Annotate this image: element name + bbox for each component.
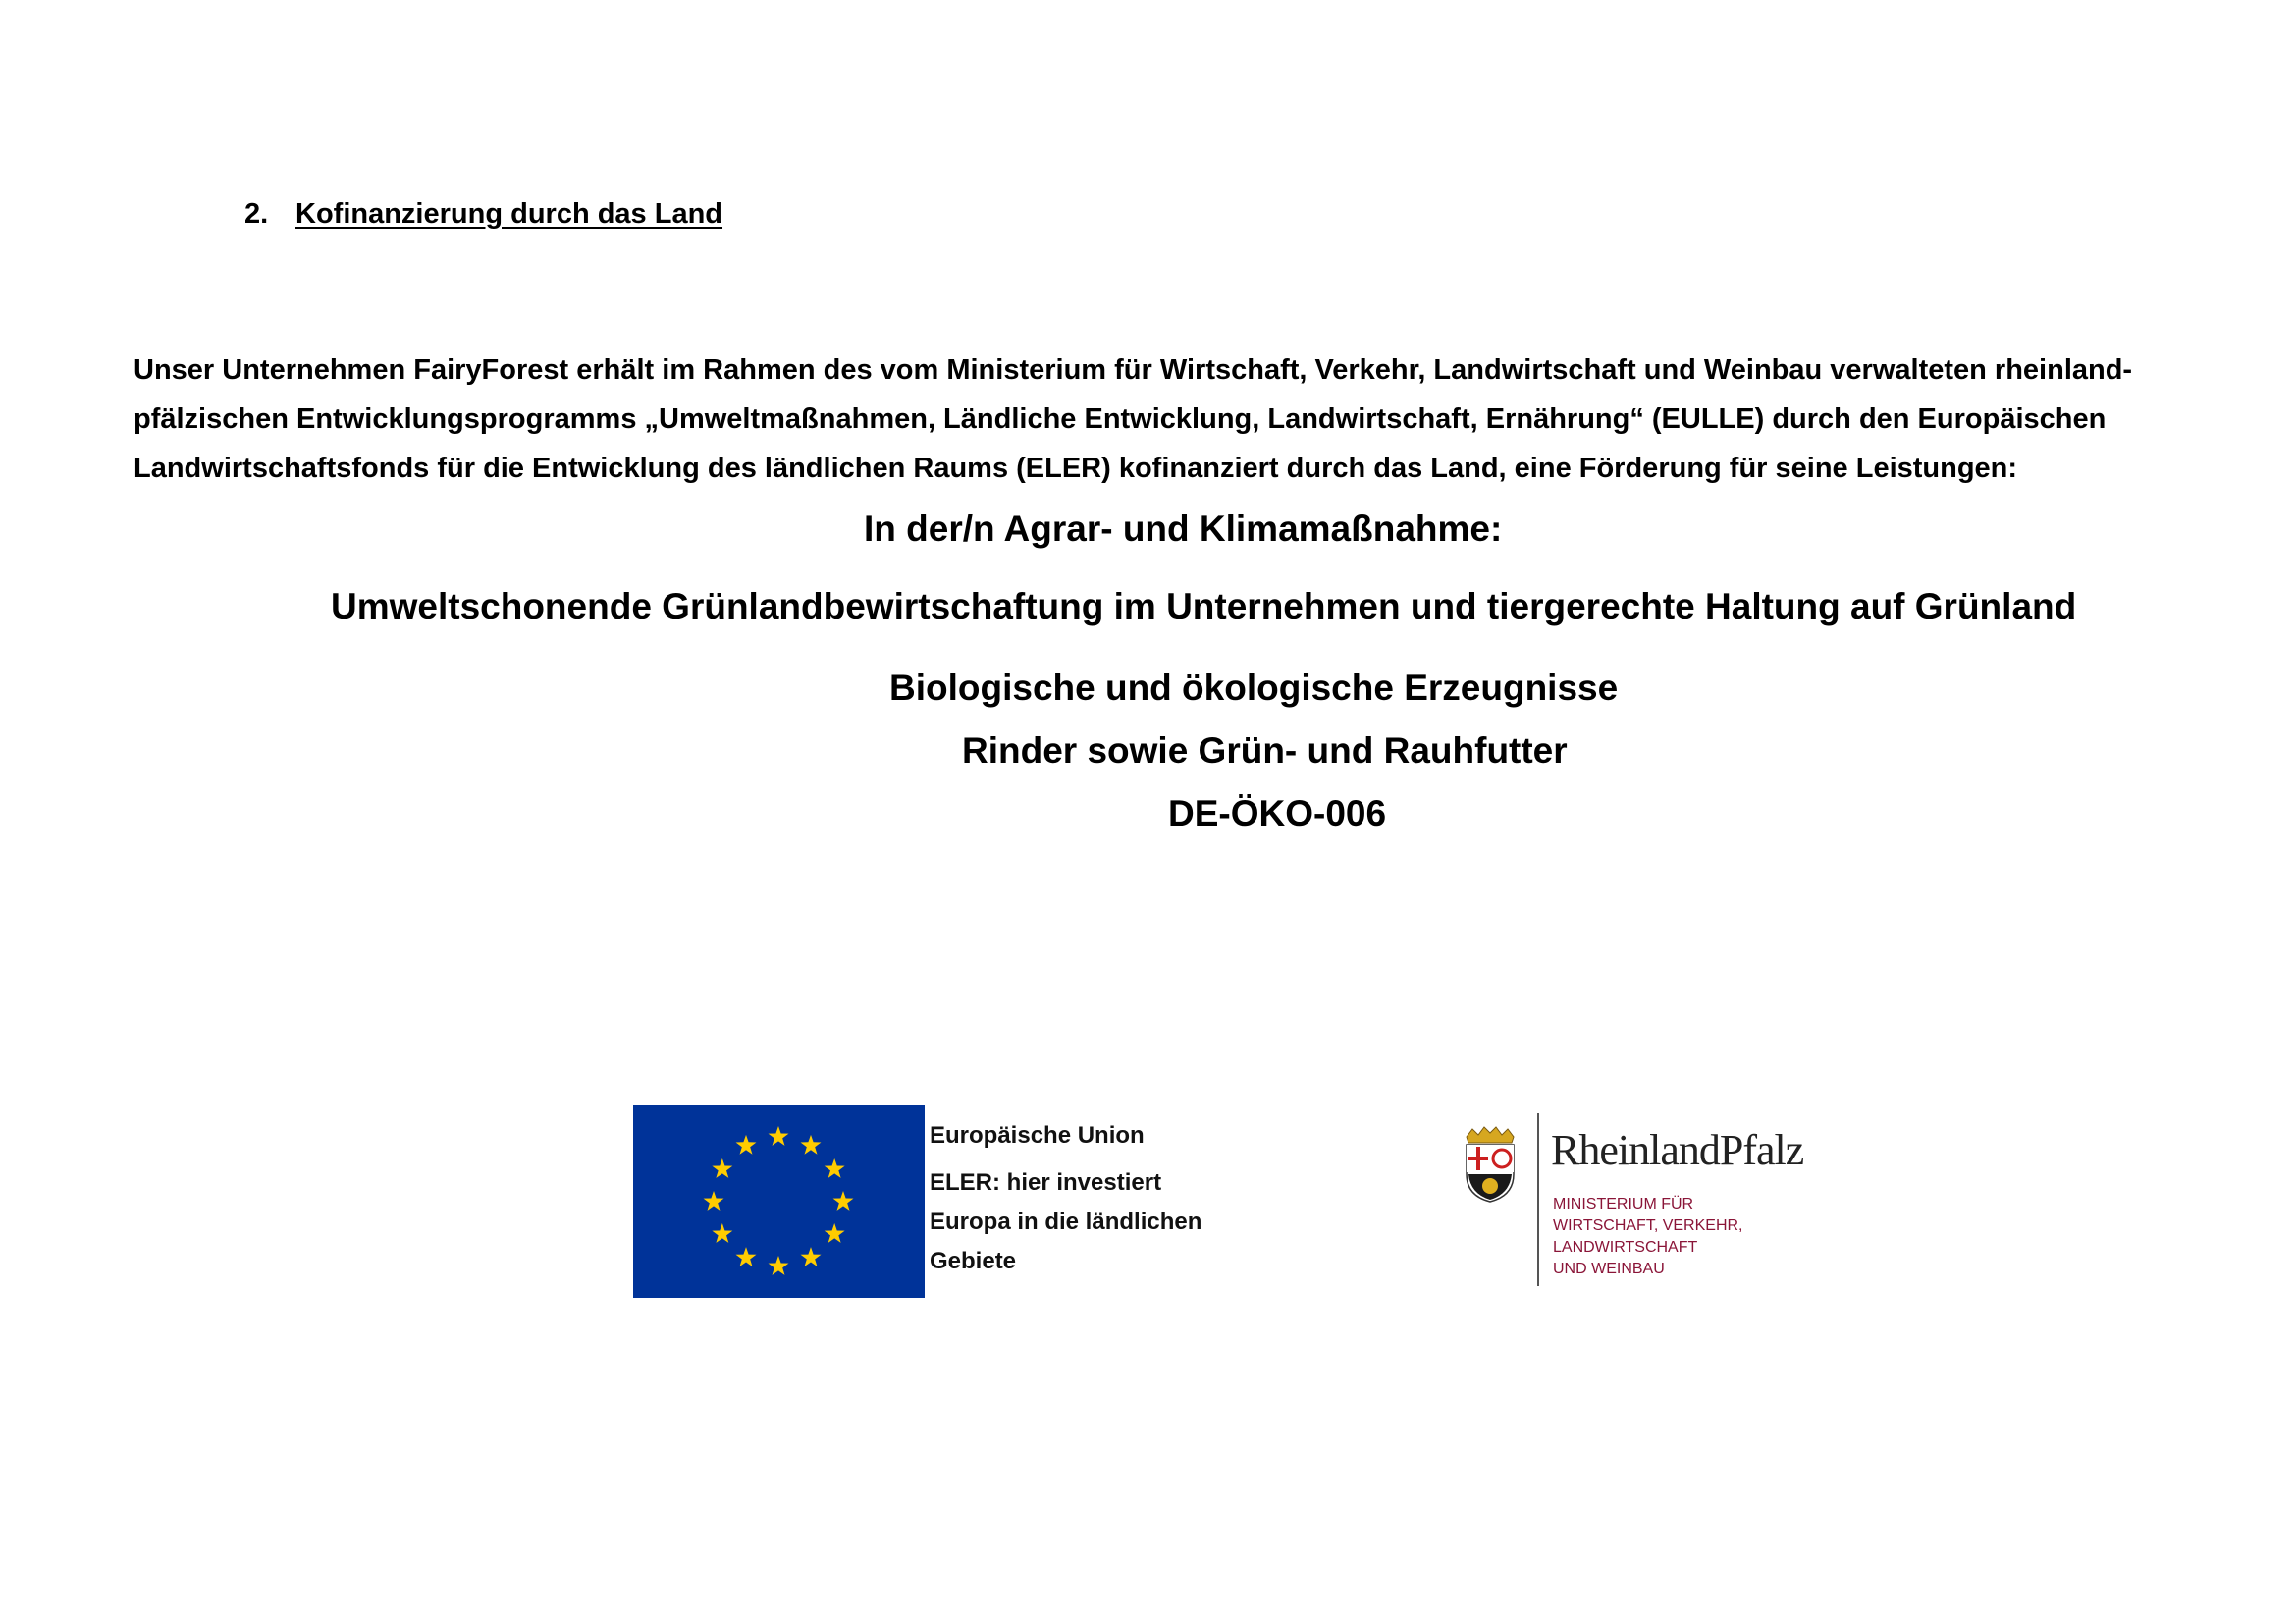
eu-star-icon (801, 1135, 822, 1155)
measure-heading: In der/n Agrar- und Klimamaßnahme: (864, 509, 1503, 549)
section-title: Kofinanzierung durch das Land (295, 198, 723, 230)
eu-star-icon (825, 1223, 845, 1243)
rlp-ministry-line: LANDWIRTSCHAFT (1553, 1239, 1698, 1256)
eu-star-icon (769, 1126, 789, 1146)
eu-star-icon (833, 1191, 854, 1211)
rlp-ministry-line: WIRTSCHAFT, VERKEHR, (1553, 1217, 1743, 1234)
eu-star-icon (704, 1191, 724, 1211)
intro-line: pfälzischen Entwicklungsprogramms „Umweltmaßnahmen, Ländliche Entwicklung, Landwirtschaft, Ernährung“ (EULLE) durch den Europäischen (133, 404, 2107, 435)
eu-star-icon (712, 1158, 732, 1178)
control-code: DE-ÖKO-006 (1168, 793, 1387, 834)
rlp-ministry-line: MINISTERIUM FÜR (1553, 1196, 1694, 1212)
eu-logo-text (930, 1122, 1201, 1281)
section-heading (244, 198, 722, 231)
eu-line: Europa in die ländlichen (930, 1209, 1202, 1235)
intro-paragraph (133, 346, 2195, 493)
eu-star-icon (736, 1247, 757, 1266)
eu-star-icon (825, 1158, 845, 1178)
measure-name: Umweltschonende Grünlandbewirtschaftung im Unternehmen und tiergerechte Haltung auf Grünland (331, 586, 2077, 626)
rlp-ministry-logo (1461, 1113, 1814, 1290)
eu-flag-icon (633, 1105, 925, 1298)
rlp-wordmark: RheinlandPfalz (1551, 1126, 1804, 1174)
eu-star-icon (712, 1223, 732, 1243)
product-type: Rinder sowie Grün- und Rauhfutter (962, 730, 1568, 771)
eu-star-icon (769, 1256, 789, 1275)
eu-line: ELER: hier investiert (930, 1169, 1162, 1196)
eu-line: Gebiete (930, 1248, 1017, 1274)
eu-star-icon (801, 1247, 822, 1266)
intro-line: Landwirtschaftsfonds für die Entwicklung des ländlichen Raums (ELER) kofinanziert durch das Land, eine Förderung für seine Leistungen: (133, 453, 2018, 484)
eu-star-icon (736, 1135, 757, 1155)
rlp-coat-of-arms-icon (1461, 1125, 1520, 1204)
rlp-ministry-name (1553, 1194, 1743, 1280)
rlp-ministry-line: UND WEINBAU (1553, 1261, 1665, 1277)
eu-title: Europäische Union (930, 1122, 1145, 1149)
product-category: Biologische und ökologische Erzeugnisse (889, 668, 1619, 708)
section-number: 2. (244, 198, 269, 230)
rlp-divider (1537, 1113, 1539, 1286)
intro-line: Unser Unternehmen FairyForest erhält im Rahmen des vom Ministerium für Wirtschaft, Verkehr, Landwirtschaft und Weinbau verwalteten rheinland- (133, 354, 2133, 386)
